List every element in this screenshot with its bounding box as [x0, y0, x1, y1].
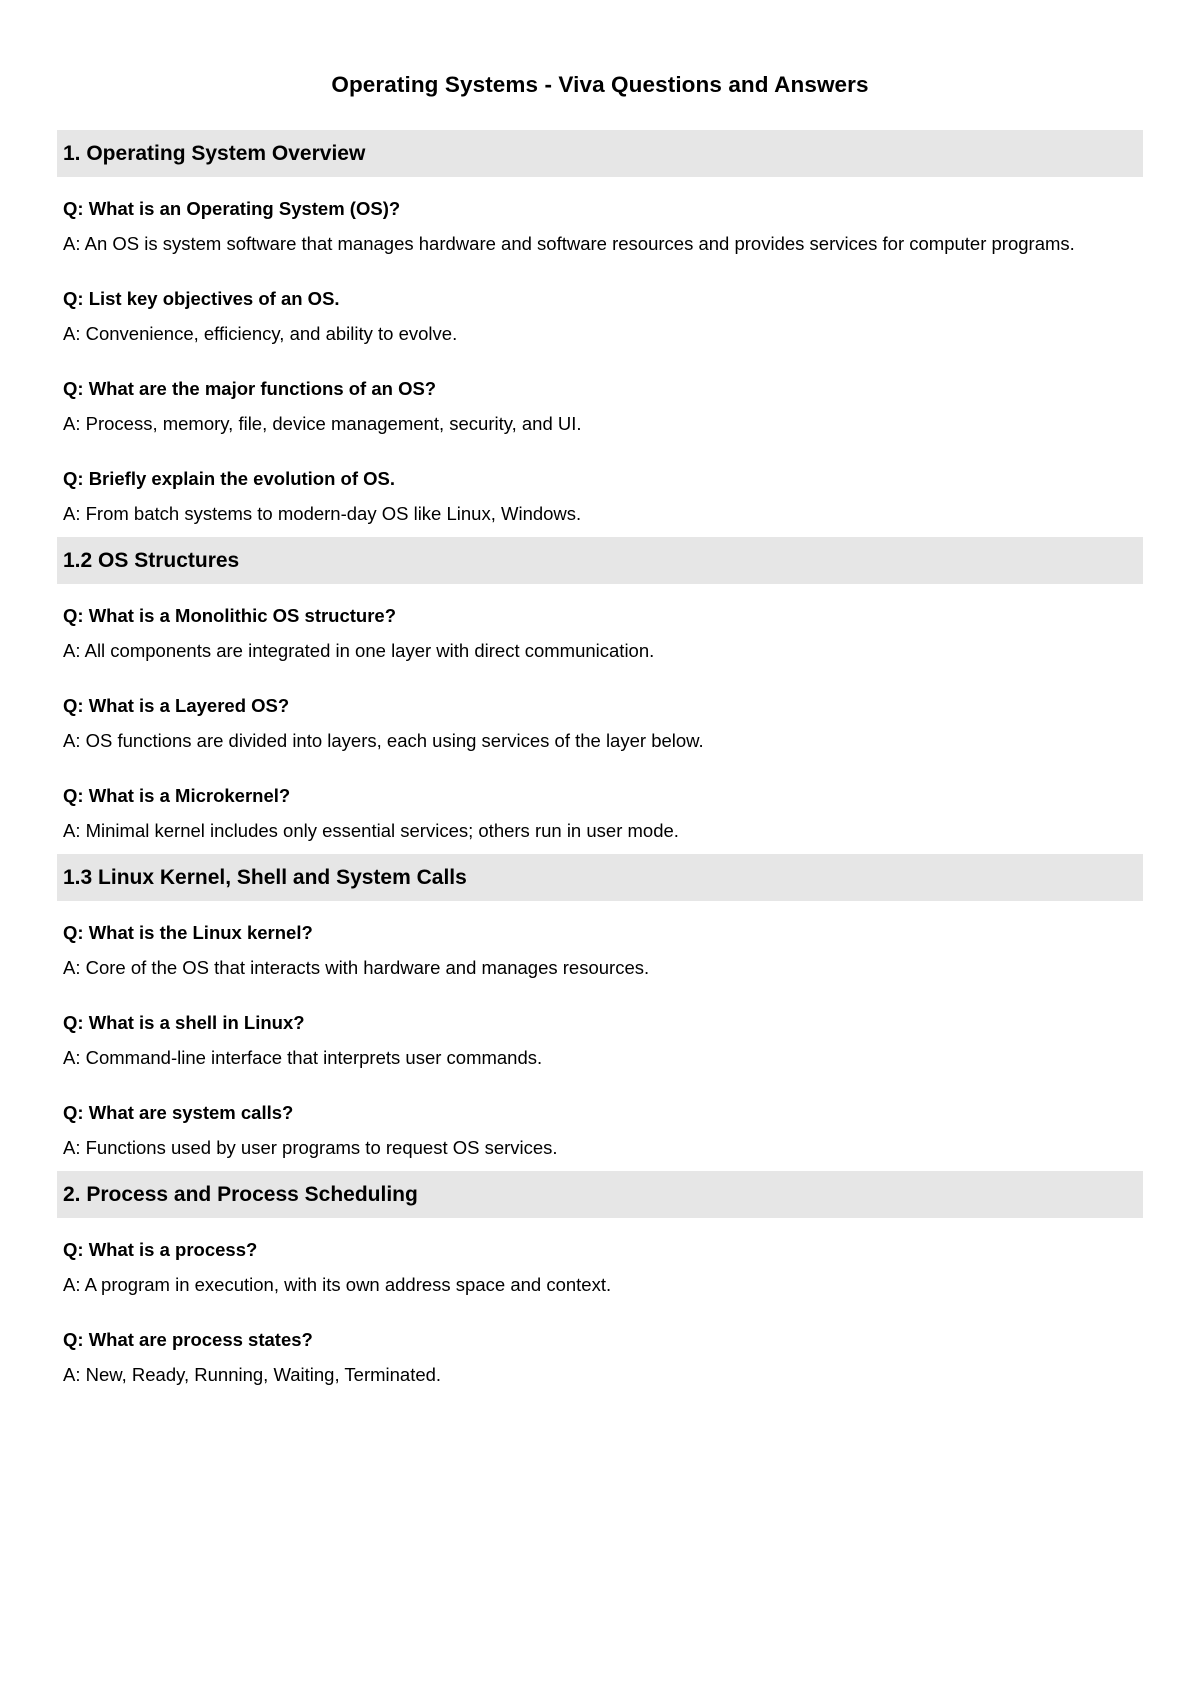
question-text: Q: What is the Linux kernel?: [63, 922, 313, 943]
qa-item: [63, 447, 1137, 537]
qa-item: [63, 1218, 1137, 1308]
qa-item: [63, 901, 1137, 991]
answer-text: A: Convenience, efficiency, and ability to evolve.: [63, 323, 458, 344]
qa-item: [63, 1308, 1137, 1398]
answer-text: A: Command-line interface that interprets user commands.: [63, 1047, 543, 1068]
qa-item: [63, 267, 1137, 357]
question-text: Q: What are the major functions of an OS?: [63, 378, 437, 399]
answer-text: A: OS functions are divided into layers, each using services of the layer below.: [63, 730, 704, 751]
section-heading: 2. Process and Process Scheduling: [57, 1171, 1143, 1218]
question-text: Q: List key objectives of an OS.: [63, 288, 340, 309]
qa-item: [63, 991, 1137, 1081]
answer-text: A: Process, memory, file, device management, security, and UI.: [63, 413, 582, 434]
section-heading: 1.3 Linux Kernel, Shell and System Calls: [57, 854, 1143, 901]
section-linux-kernel: [57, 854, 1143, 1171]
question-text: Q: What is a shell in Linux?: [63, 1012, 305, 1033]
qa-item: [63, 357, 1137, 447]
qa-item: [63, 584, 1137, 674]
answer-text: A: From batch systems to modern-day OS like Linux, Windows.: [63, 503, 582, 524]
qa-item: [63, 177, 1137, 267]
qa-item: [63, 1081, 1137, 1171]
question-text: Q: What is a process?: [63, 1239, 258, 1260]
question-text: Q: What are process states?: [63, 1329, 313, 1350]
section-os-structures: [57, 537, 1143, 854]
answer-text: A: Functions used by user programs to request OS services.: [63, 1137, 558, 1158]
section-process-scheduling: [57, 1171, 1143, 1398]
qa-item: [63, 764, 1137, 854]
section-os-overview: [57, 130, 1143, 537]
answer-text: A: An OS is system software that manages hardware and software resources and provides services for computer programs.: [63, 233, 1075, 254]
question-text: Q: What is a Monolithic OS structure?: [63, 605, 397, 626]
section-heading: 1.2 OS Structures: [57, 537, 1143, 584]
question-text: Q: What is an Operating System (OS)?: [63, 198, 401, 219]
question-text: Q: Briefly explain the evolution of OS.: [63, 468, 396, 489]
qa-item: [63, 674, 1137, 764]
question-text: Q: What is a Layered OS?: [63, 695, 290, 716]
question-text: Q: What are system calls?: [63, 1102, 294, 1123]
page-title: Operating Systems - Viva Questions and Answers: [331, 72, 869, 97]
sections-container: [57, 130, 1143, 1398]
section-heading: 1. Operating System Overview: [57, 130, 1143, 177]
answer-text: A: A program in execution, with its own address space and context.: [63, 1274, 612, 1295]
answer-text: A: All components are integrated in one layer with direct communication.: [63, 640, 655, 661]
answer-text: A: New, Ready, Running, Waiting, Terminated.: [63, 1364, 442, 1385]
answer-text: A: Core of the OS that interacts with hardware and manages resources.: [63, 957, 650, 978]
question-text: Q: What is a Microkernel?: [63, 785, 291, 806]
answer-text: A: Minimal kernel includes only essential services; others run in user mode.: [63, 820, 679, 841]
